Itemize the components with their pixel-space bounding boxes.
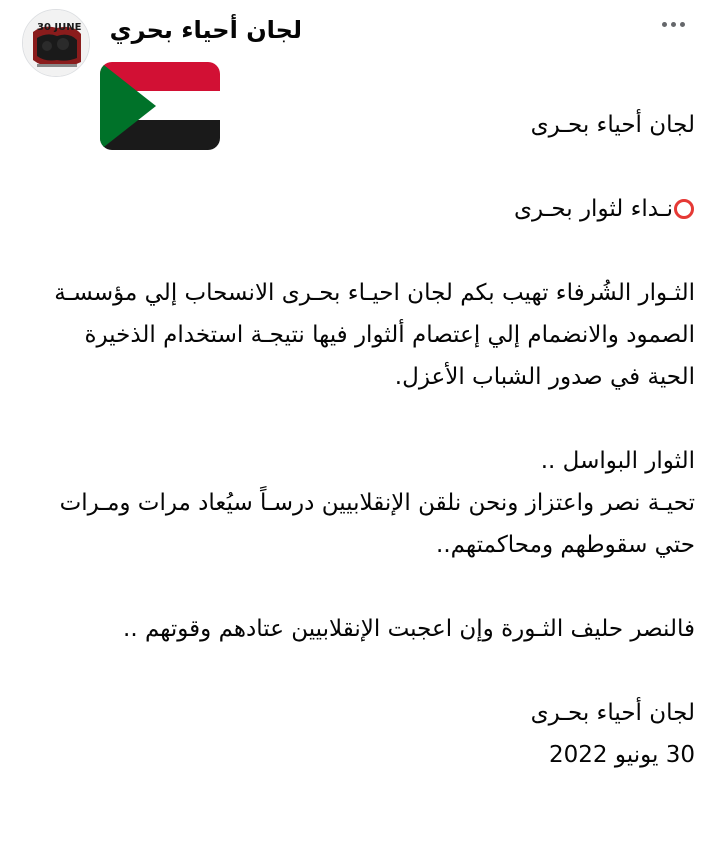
avatar-badge: 30 JUNE <box>37 22 82 33</box>
red-circle-icon <box>673 198 695 220</box>
more-horizontal-icon <box>662 22 667 27</box>
post-paragraph: نـداء لثوار بحـرى <box>513 196 673 222</box>
post-paragraph: لجان أحياء بحـرى <box>530 700 695 726</box>
post-paragraph: 30 يونيو 2022 <box>549 742 695 768</box>
post-paragraph: الثـوار الشُرفاء تهيب بكم لجان احيـاء بحـرى الانسحاب إلي مؤسسـة الصمود والانضمام إلي إعتصام ألثوار فيها نتيجـة استخدام الذخيرة الحية في صدور الشباب الأعزل. <box>54 280 695 390</box>
post-paragraph-with-icon <box>50 188 695 230</box>
page-name-link[interactable]: لجان أحياء بحري <box>109 16 302 44</box>
more-dot <box>671 22 676 27</box>
post-paragraph: تحيـة نصر واعتزاز ونحن نلقن الإنقلابيين درسـاً سيُعاد مرات ومـرات حتي سقوطهم ومحاكمتهم.. <box>59 490 695 558</box>
avatar-image <box>23 10 90 77</box>
post-paragraph: لجان أحياء بحـرى <box>530 112 695 138</box>
post-paragraph: الثوار البواسل .. <box>540 448 695 474</box>
post-body <box>50 104 695 776</box>
post-paragraph: فالنصر حليف الثـورة وإن اعجبت الإنقلابيين عتادهم وقوتهم .. <box>123 616 695 642</box>
more-dot <box>680 22 685 27</box>
more-options-button[interactable] <box>655 10 691 38</box>
avatar[interactable] <box>22 9 90 77</box>
